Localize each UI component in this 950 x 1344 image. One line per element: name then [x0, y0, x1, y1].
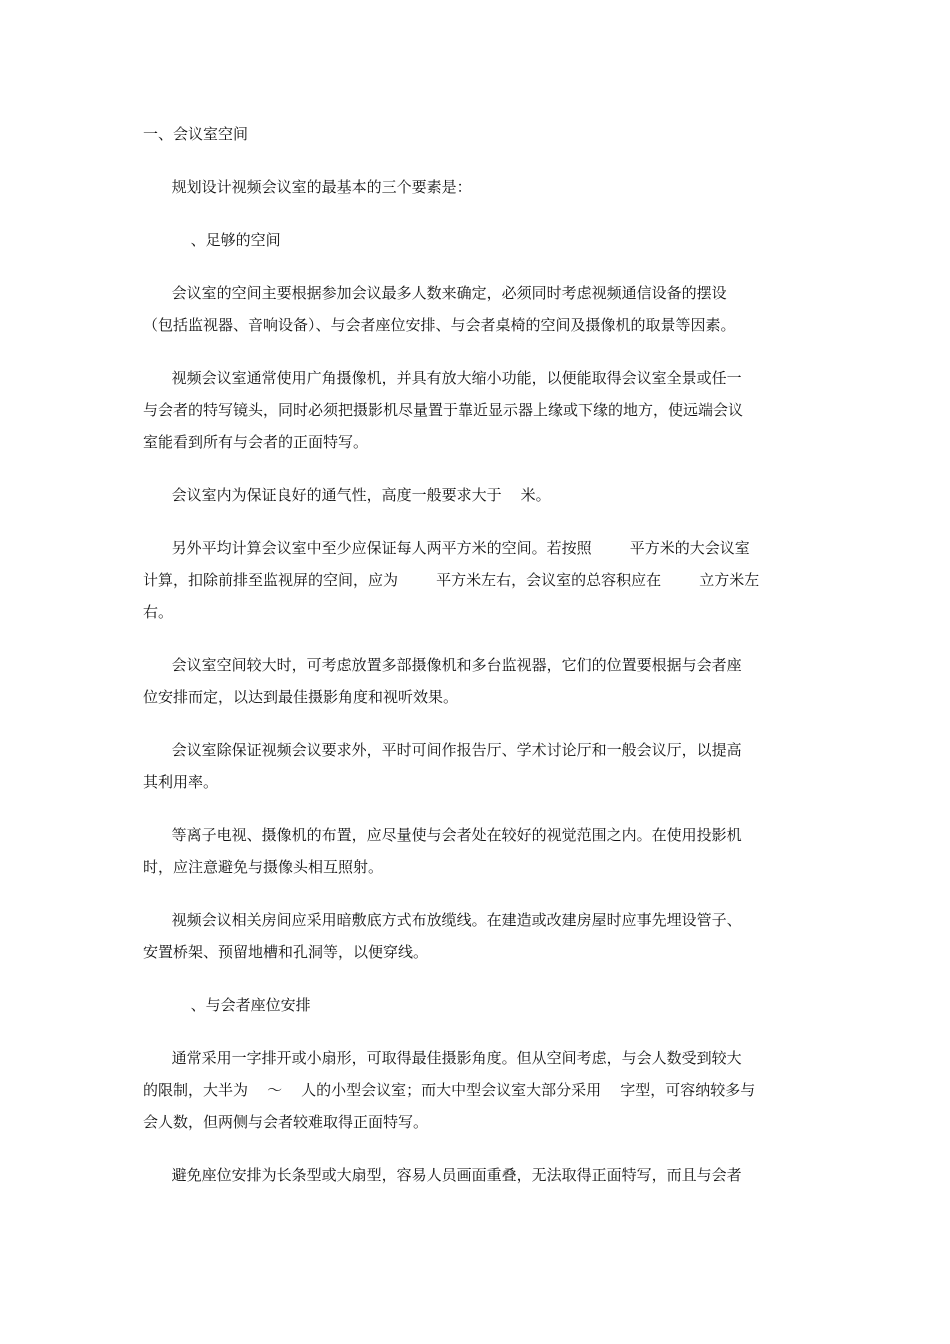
paragraph: [143, 649, 809, 713]
paragraph: [143, 1159, 809, 1191]
paragraph: [143, 734, 809, 798]
paragraph: [143, 532, 809, 628]
text-line: 、足够的空间: [143, 231, 281, 249]
text-line: 会议室内为保证良好的通气性，高度一般要求大于 米。: [143, 486, 551, 504]
text-line: 、与会者座位安排: [143, 996, 311, 1014]
subsection-heading: [143, 989, 809, 1021]
paragraph-gap: [143, 883, 809, 904]
section-heading: [143, 118, 809, 150]
text-line: 位安排而定，以达到最佳摄影角度和视听效果。: [143, 688, 459, 706]
paragraph-gap: [143, 628, 809, 649]
text-line: 与会者的特写镜头，同时必须把摄影机尽量置于靠近显示器上缘或下缘的地方，使远端会议: [143, 401, 744, 419]
text-line: 室能看到所有与会者的正面特写。: [143, 433, 369, 451]
paragraph-gap: [143, 798, 809, 819]
paragraph-gap: [143, 256, 809, 277]
paragraph-gap: [143, 511, 809, 532]
text-line: 规划设计视频会议室的最基本的三个要素是：: [143, 178, 472, 196]
text-line: 等离子电视、摄像机的布置，应尽量使与会者处在较好的视觉范围之内。在使用投影机: [143, 826, 742, 844]
text-line: 避免座位安排为长条型或大扇型，容易人员画面重叠，无法取得正面特写，而且与会者: [143, 1166, 742, 1184]
text-line: 另外平均计算会议室中至少应保证每人两平方米的空间。若按照 平方米的大会议室: [143, 539, 750, 557]
text-line: 会人数，但两侧与会者较难取得正面特写。: [143, 1113, 429, 1131]
paragraph: [143, 479, 809, 511]
paragraph: [143, 819, 809, 883]
paragraph-gap: [143, 458, 809, 479]
paragraph-gap: [143, 341, 809, 362]
paragraph-gap: [143, 1138, 809, 1159]
text-line: （包括监视器、音响设备）、与会者座位安排、与会者桌椅的空间及摄像机的取景等因素。: [143, 316, 736, 334]
text-line: 通常采用一字排开或小扇形，可取得最佳摄影角度。但从空间考虑，与会人数受到较大: [143, 1049, 742, 1067]
document-body: [143, 118, 809, 1191]
text-line: 时，应注意避免与摄像头相互照射。: [143, 858, 384, 876]
paragraph-gap: [143, 203, 809, 224]
paragraph: [143, 171, 809, 203]
text-line: 安置桥架、预留地槽和孔洞等，以便穿线。: [143, 943, 429, 961]
paragraph-gap: [143, 1021, 809, 1042]
paragraph-gap: [143, 713, 809, 734]
text-line: 会议室的空间主要根据参加会议最多人数来确定，必须同时考虑视频通信设备的摆设: [143, 284, 727, 302]
text-line: 一、会议室空间: [143, 125, 249, 143]
paragraph-gap: [143, 150, 809, 171]
text-line: 其利用率。: [143, 773, 219, 791]
text-line: 会议室空间较大时，可考虑放置多部摄像机和多台监视器，它们的位置要根据与会者座: [143, 656, 742, 674]
text-line: 视频会议室通常使用广角摄像机，并具有放大缩小功能，以便能取得会议室全景或任一: [143, 369, 742, 387]
subsection-heading: [143, 224, 809, 256]
paragraph-gap: [143, 968, 809, 989]
text-line: 会议室除保证视频会议要求外，平时可间作报告厅、学术讨论厅和一般会议厅，以提高: [143, 741, 742, 759]
text-line: 计算，扣除前排至监视屏的空间，应为 平方米左右，会议室的总容积应在 立方米左: [143, 571, 760, 589]
paragraph: [143, 362, 809, 458]
paragraph: [143, 1042, 809, 1138]
paragraph: [143, 277, 809, 341]
text-line: 视频会议相关房间应采用暗敷底方式布放缆线。在建造或改建房屋时应事先埋设管子、: [143, 911, 742, 929]
text-line: 的限制，大半为 ～ 人的小型会议室；而大中型会议室大部分采用 字型，可容纳较多与: [143, 1081, 756, 1099]
paragraph: [143, 904, 809, 968]
text-line: 右。: [143, 603, 174, 621]
